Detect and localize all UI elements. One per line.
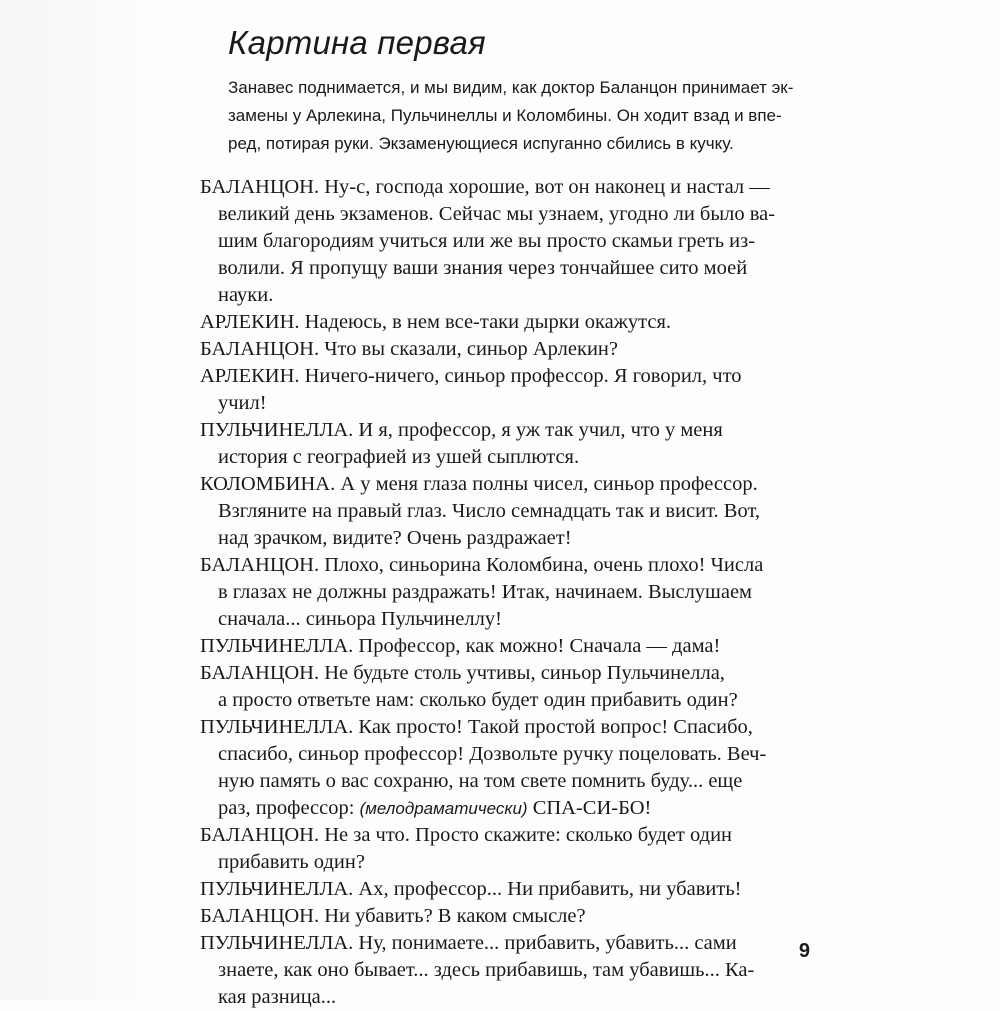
speech-line: ПУЛЬЧИНЕЛЛА. И я, профессор, я уж так учил, что у меня bbox=[200, 419, 723, 441]
stage-direction-line: замены у Арлекина, Пульчинеллы и Коломбины. Он ходит взад и впе- bbox=[228, 106, 782, 125]
speech bbox=[200, 552, 800, 633]
speech-line: шим благородиям учиться или же вы просто скамьи греть из- bbox=[218, 230, 756, 252]
speech-line: ную память о вас сохраню, на том свете помнить буду... еще bbox=[218, 770, 743, 792]
page-number: 9 bbox=[798, 940, 810, 962]
speech bbox=[200, 903, 800, 930]
speech-line: БАЛАНЦОН. Что вы сказали, синьор Арлекин? bbox=[200, 338, 618, 360]
speech bbox=[200, 660, 800, 714]
speech bbox=[200, 336, 800, 363]
speech-line: АРЛЕКИН. Ничего-ничего, синьор профессор. Я говорил, что bbox=[200, 365, 742, 387]
speech bbox=[200, 309, 800, 336]
speech-line: БАЛАНЦОН. Ну-с, господа хорошие, вот он наконец и настал — bbox=[200, 176, 770, 198]
dialogue-block bbox=[200, 174, 800, 1011]
speech-line: ПУЛЬЧИНЕЛЛА. Ну, понимаете... прибавить, убавить... сами bbox=[200, 932, 737, 954]
scene-title: Картина первая bbox=[228, 24, 486, 61]
speech-text: раз, профессор: bbox=[218, 797, 360, 819]
speech-line: сначала... синьора Пульчинеллу! bbox=[218, 608, 502, 630]
stage-direction bbox=[228, 74, 794, 158]
speech-line: БАЛАНЦОН. Не за что. Просто скажите: сколько будет один bbox=[200, 824, 733, 846]
speech-line: а просто ответьте нам: сколько будет один прибавить один? bbox=[218, 689, 738, 711]
speech bbox=[200, 633, 800, 660]
speech-line: история с географией из ушей сыплются. bbox=[218, 446, 580, 468]
speech-line: прибавить один? bbox=[218, 851, 365, 873]
speech-line: КОЛОМБИНА. А у меня глаза полны чисел, синьор профессор. bbox=[200, 473, 758, 495]
speech bbox=[200, 363, 800, 417]
stage-aside: (мелодраматически) bbox=[359, 799, 528, 818]
speech bbox=[200, 417, 800, 471]
speech-line: Взгляните на правый глаз. Число семнадцать так и висит. Вот, bbox=[218, 500, 760, 522]
speech bbox=[200, 930, 800, 1011]
speech-line: в глазах не должны раздражать! Итак, начинаем. Выслушаем bbox=[218, 581, 753, 603]
speech-line: кая разница... bbox=[218, 986, 337, 1008]
speech bbox=[200, 471, 800, 552]
speech-line: знаете, как оно бывает... здесь прибавишь, там убавишь... Ка- bbox=[218, 959, 755, 981]
stage-direction-line: ред, потирая руки. Экзаменующиеся испуганно сбились в кучку. bbox=[228, 134, 734, 153]
speech-line: спасибо, синьор профессор! Дозвольте ручку поцеловать. Веч- bbox=[218, 743, 767, 765]
speech-line: учил! bbox=[218, 392, 267, 414]
speech-line: волили. Я пропущу ваши знания через тончайшее сито моей bbox=[218, 257, 748, 279]
speech-line: БАЛАНЦОН. Плохо, синьорина Коломбина, очень плохо! Числа bbox=[200, 554, 764, 576]
speech-line: великий день экзаменов. Сейчас мы узнаем, угодно ли было ва- bbox=[218, 203, 776, 225]
speech-line: ПУЛЬЧИНЕЛЛА. Ах, профессор... Ни прибавить, ни убавить! bbox=[200, 878, 742, 900]
speech-line: ПУЛЬЧИНЕЛЛА. Профессор, как можно! Сначала — дама! bbox=[200, 635, 721, 657]
speech bbox=[200, 822, 800, 876]
speech-line: ПУЛЬЧИНЕЛЛА. Как просто! Такой простой вопрос! Спасибо, bbox=[200, 716, 753, 738]
speech bbox=[200, 174, 800, 309]
speech bbox=[200, 714, 800, 822]
speech-text: СПА-СИ-БО! bbox=[527, 797, 652, 819]
speech-line: над зрачком, видите? Очень раздражает! bbox=[218, 527, 572, 549]
speech-line: АРЛЕКИН. Надеюсь, в нем все-таки дырки окажутся. bbox=[200, 311, 672, 333]
speech-line: БАЛАНЦОН. Не будьте столь учтивы, синьор Пульчинелла, bbox=[200, 662, 725, 684]
stage-direction-line: Занавес поднимается, и мы видим, как доктор Баланцон принимает эк- bbox=[228, 78, 794, 97]
speech-line: БАЛАНЦОН. Ни убавить? В каком смысле? bbox=[200, 905, 586, 927]
speech bbox=[200, 876, 800, 903]
speech-line bbox=[200, 795, 800, 822]
speech-line: науки. bbox=[218, 284, 274, 306]
page-gutter bbox=[0, 0, 148, 1000]
